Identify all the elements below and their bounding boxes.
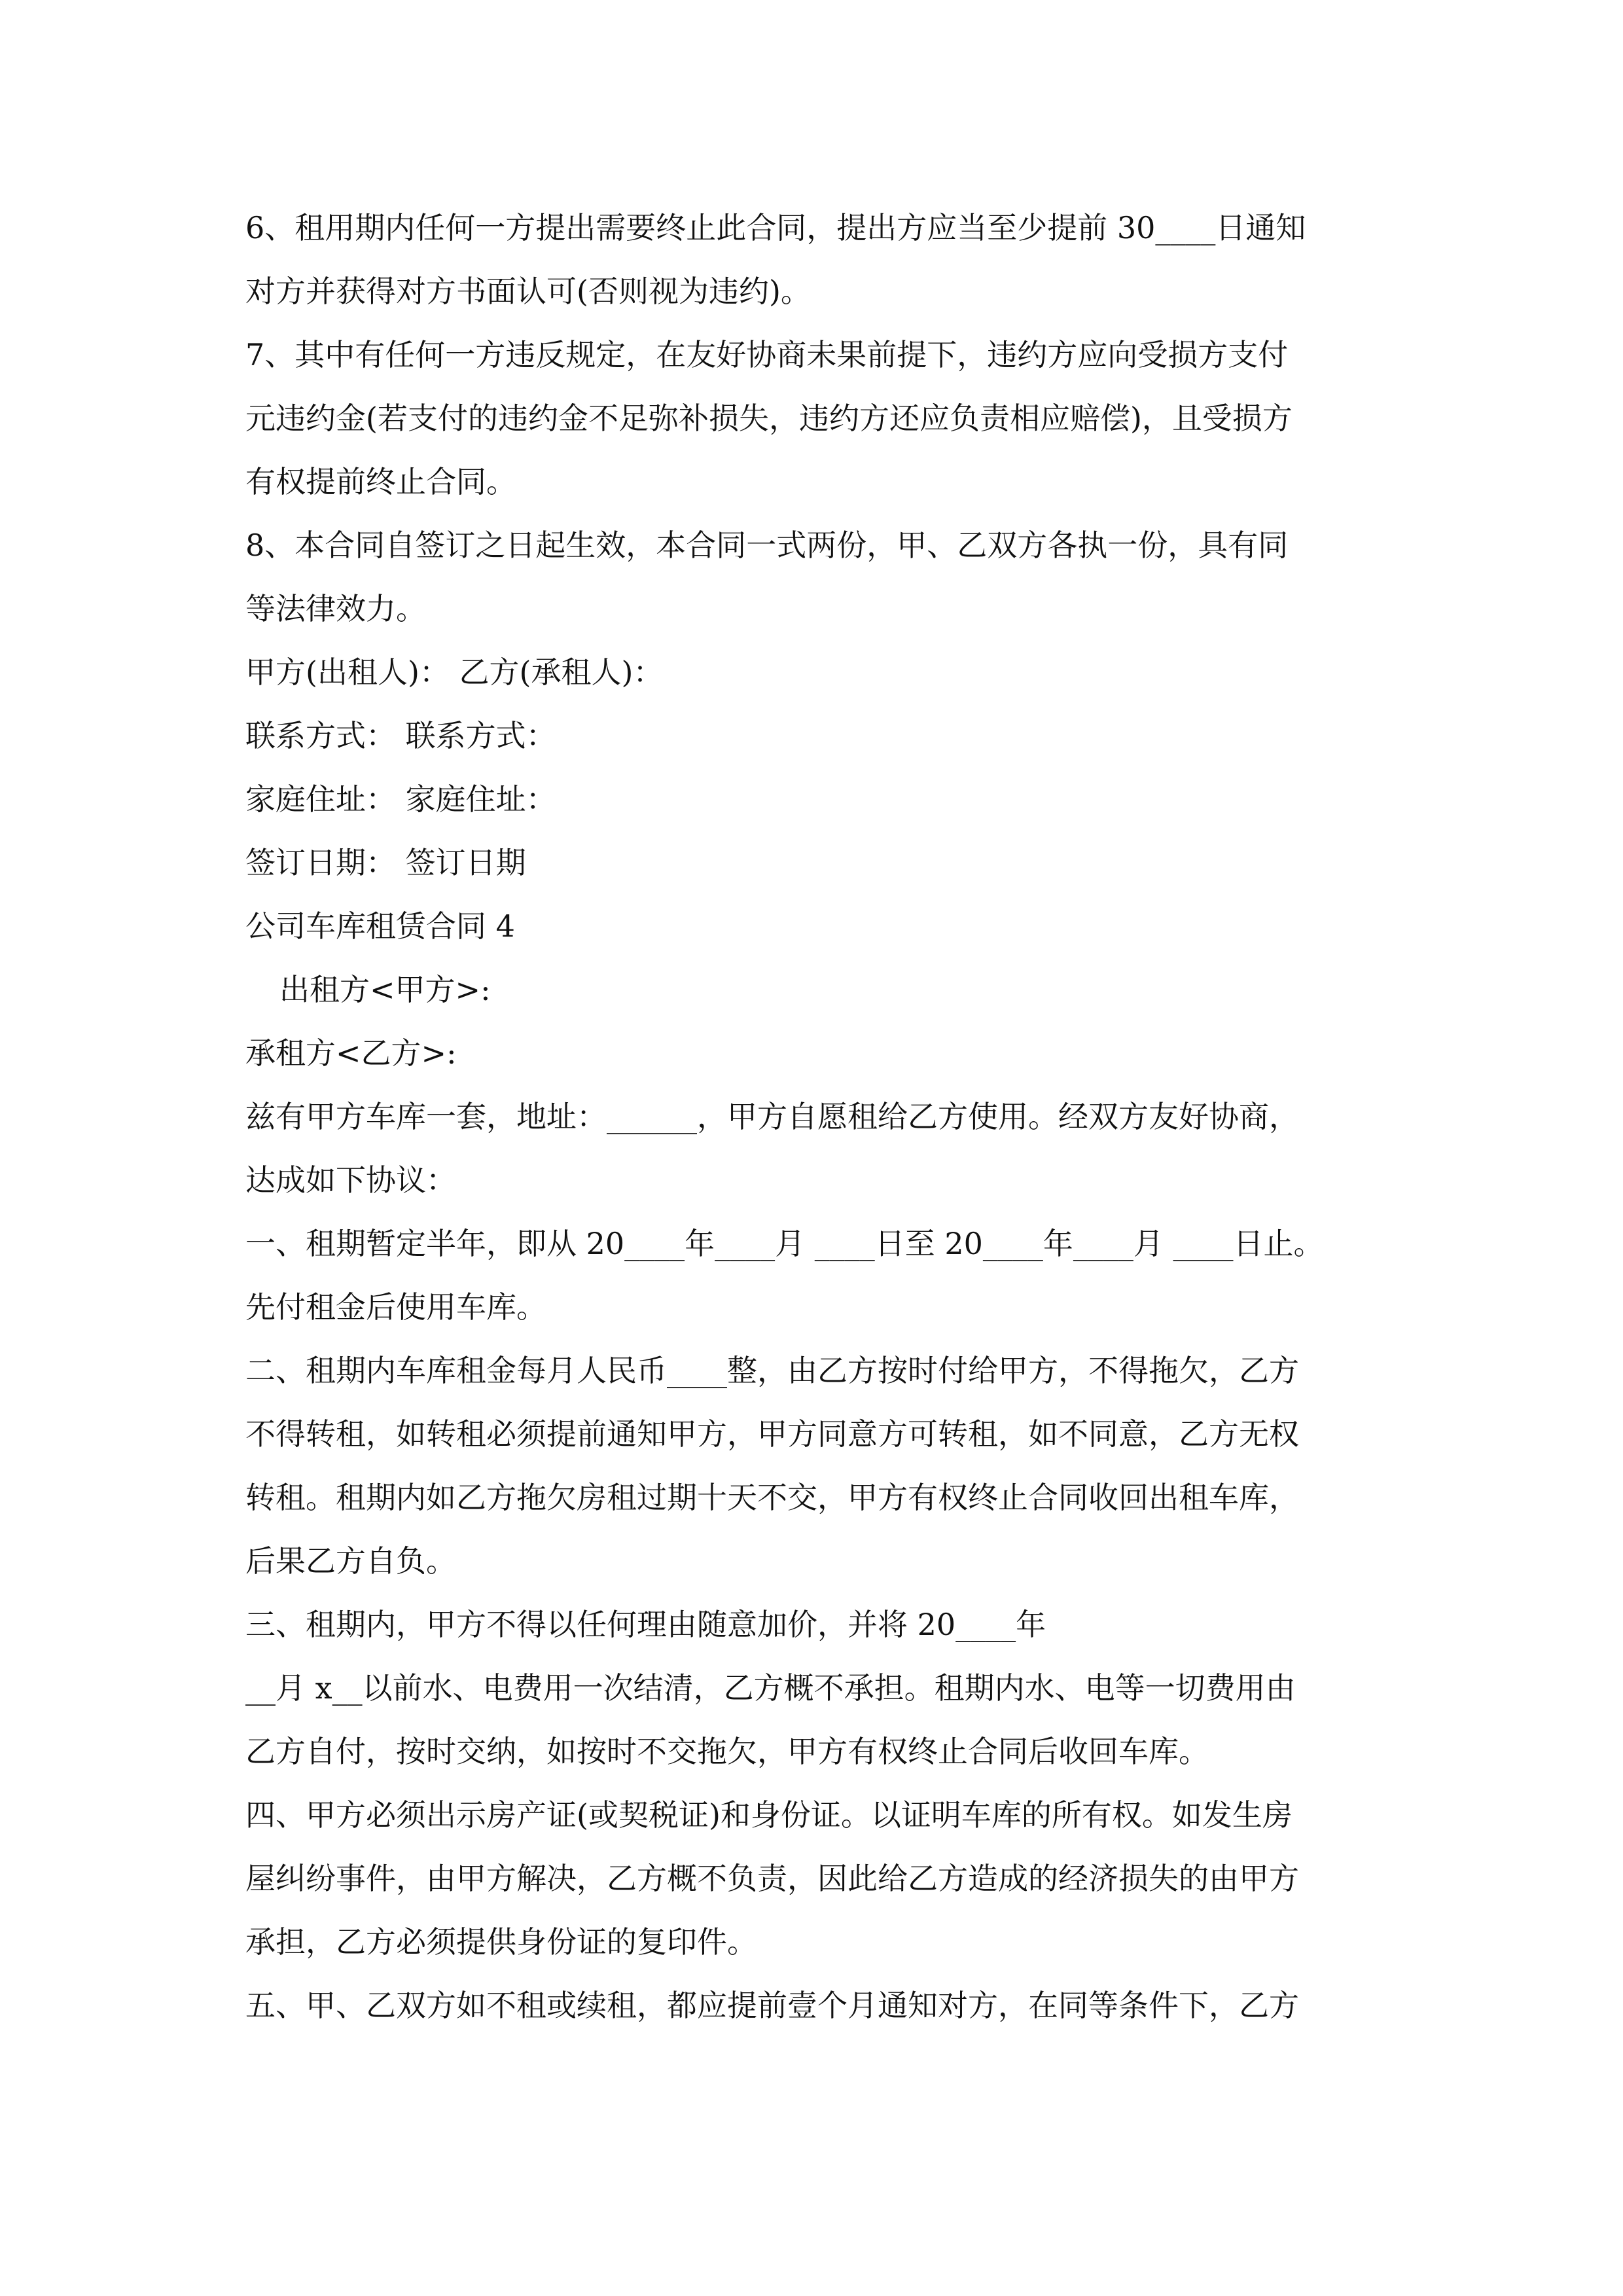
signature-date: 签订日期： 签订日期 [245, 845, 526, 880]
preamble-line-2: 达成如下协议： [245, 1162, 456, 1198]
signature-contact: 联系方式： 联系方式： [245, 718, 556, 753]
contract-text [245, 196, 1397, 2037]
article-3-line-3: 乙方自付，按时交纳，如按时不交拖欠，甲方有权终止合同后收回车库。 [245, 1734, 1209, 1769]
article-1-line-2: 先付租金后使用车库。 [245, 1289, 546, 1325]
article-4-line-2: 屋纠纷事件，由甲方解决，乙方概不负责，因此给乙方造成的经济损失的由甲方 [245, 1861, 1299, 1896]
clause-7-line-3: 有权提前终止合同。 [245, 464, 516, 499]
signature-parties: 甲方(出租人)： 乙方(承租人)： [245, 655, 664, 690]
clause-6-line-1: 6、租用期内任何一方提出需要终止此合同，提出方应当至少提前 30____日通知 [245, 210, 1306, 245]
article-3-line-2: __月 x__以前水、电费用一次结清，乙方概不承担。租期内水、电等一切费用由 [245, 1670, 1296, 1706]
article-2-line-1: 二、租期内车库租金每月人民币____整，由乙方按时付给甲方，不得拖欠，乙方 [245, 1353, 1299, 1388]
signature-address: 家庭住址： 家庭住址： [245, 781, 556, 817]
lessor-line: 出租方<甲方>: [279, 972, 491, 1007]
article-2-line-3: 转租。租期内如乙方拖欠房租过期十天不交，甲方有权终止合同收回出租车库， [245, 1480, 1299, 1515]
article-4-line-1: 四、甲方必须出示房产证(或契税证)和身份证。以证明车库的所有权。如发生房 [245, 1797, 1293, 1833]
article-4-line-3: 承担，乙方必须提供身份证的复印件。 [245, 1924, 757, 1960]
clause-7-line-2: 元违约金(若支付的违约金不足弥补损失，违约方还应负责相应赔偿)，且受损方 [245, 401, 1293, 436]
clause-8-line-1: 8、本合同自签订之日起生效，本合同一式两份，甲、乙双方各执一份，具有同 [245, 528, 1289, 563]
article-3-line-1: 三、租期内，甲方不得以任何理由随意加价，并将 20____年 [245, 1607, 1046, 1642]
contract-4-heading: 公司车库租赁合同 4 [245, 908, 515, 944]
preamble-line-1: 兹有甲方车库一套，地址：______，甲方自愿租给乙方使用。经双方友好协商， [245, 1099, 1299, 1134]
clause-6-line-2: 对方并获得对方书面认可(否则视为违约)。 [245, 274, 811, 309]
clause-8-line-2: 等法律效力。 [245, 591, 426, 626]
clause-7-line-1: 7、其中有任何一方违反规定，在友好协商未果前提下，违约方应向受损方支付 [245, 337, 1289, 372]
article-2-line-4: 后果乙方自负。 [245, 1543, 456, 1579]
article-1-line-1: 一、租期暂定半年，即从 20____年____月 ____日至 20____年____月 ____日止。 [245, 1226, 1324, 1261]
article-5-line-1: 五、甲、乙双方如不租或续租，都应提前壹个月通知对方，在同等条件下，乙方 [245, 1988, 1299, 2023]
article-2-line-2: 不得转租，如转租必须提前通知甲方，甲方同意方可转租，如不同意，乙方无权 [245, 1416, 1299, 1452]
lessee-line: 承租方<乙方>: [245, 1035, 457, 1071]
